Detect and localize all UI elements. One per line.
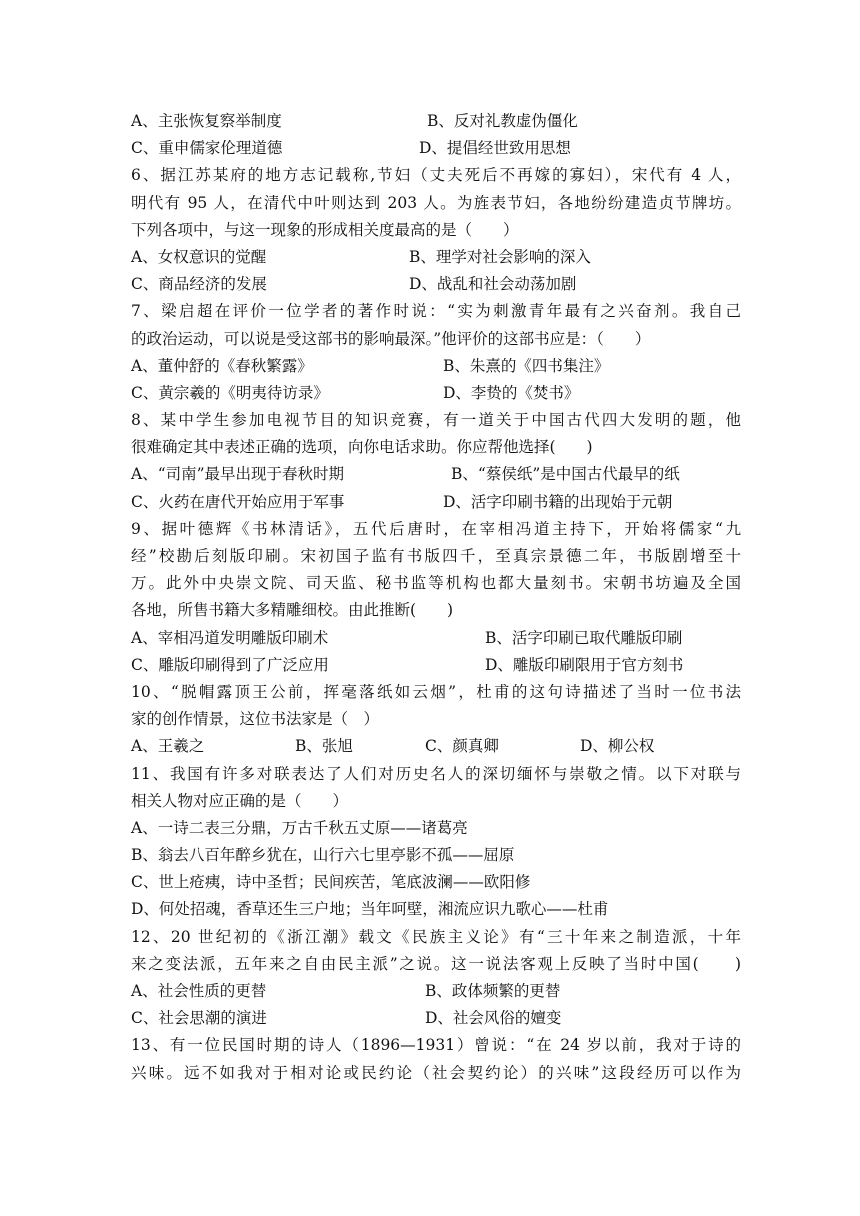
- q8-option-a[interactable]: A、“司南”最早出现于春秋时期: [131, 465, 345, 484]
- q8-row-ab: [131, 461, 741, 488]
- q9-text-line: 经”校勘后刻版印刷。宋初国子监有书版四千，至真宗景德二年，书版剧增至十: [131, 547, 741, 565]
- q6-row-ab: [131, 244, 741, 271]
- q6-text-line: 6、据江苏某府的地方志记载称,节妇（丈夫死后不再嫁的寡妇），宋代有 4 人，: [131, 166, 741, 185]
- q10-text-line: 家的创作情景，这位书法家是（ ）: [131, 710, 380, 729]
- q13-text-line: 兴味。远不如我对于相对论或民约论（社会契约论）的兴味”这段经历可以作为: [131, 1063, 741, 1082]
- q9-text-line: 万。此外中央崇文院、司天监、秘书监等机构也都大量刻书。宋朝书坊遍及全国: [131, 574, 741, 593]
- q7-option-b[interactable]: B、朱熹的《四书集注》: [443, 356, 610, 375]
- q9-option-c[interactable]: C、雕版印刷得到了广泛应用: [131, 655, 329, 674]
- q5-option-d[interactable]: D、提倡经世致用思想: [419, 139, 571, 158]
- q6-option-b[interactable]: B、理学对社会影响的深入: [409, 247, 591, 266]
- q6-option-c[interactable]: C、商品经济的发展: [131, 275, 267, 294]
- q12-row-ab: [131, 978, 741, 1005]
- q8-option-c[interactable]: C、火药在唐代开始应用于军事: [131, 492, 345, 511]
- q9-text-line: 各地，所售书籍大多精雕细校。由此推断( ): [131, 601, 454, 620]
- exam-page: [131, 108, 741, 1087]
- q6-option-a[interactable]: A、女权意识的觉醒: [131, 247, 267, 266]
- q7-row-ab: [131, 353, 741, 380]
- q10-option-d[interactable]: D、柳公权: [580, 737, 655, 756]
- q6-text-line: 明代有 95 人，在清代中叶则达到 203 人。为旌表节妇，各地纷纷建造贞节牌坊。: [131, 193, 741, 212]
- q5-row-cd: [131, 135, 741, 162]
- q5-option-a[interactable]: A、主张恢复察举制度: [131, 112, 282, 130]
- q11-option-d[interactable]: D、何处招魂，香草还生三户地；当年呵壁，湘流应识九歌心——杜甫: [131, 900, 609, 919]
- q10-option-c[interactable]: C、颜真卿: [425, 737, 499, 756]
- q6-row-cd: [131, 271, 741, 298]
- q11-text-line: 11、我国有许多对联表达了人们对历史名人的深切缅怀与崇敬之情。以下对联与: [131, 764, 741, 783]
- q8-option-b[interactable]: B、“蔡侯纸”是中国古代最早的纸: [451, 465, 680, 484]
- q8-text-line: 很难确定其中表述正确的选项，向你电话求助。你应帮他选择( ): [131, 438, 593, 457]
- q10-row-options: [131, 733, 741, 760]
- q11-option-a[interactable]: A、一诗二表三分鼎，万古千秋五丈原——诸葛亮: [131, 818, 468, 837]
- q11-option-c[interactable]: C、世上疮痍，诗中圣哲；民间疾苦，笔底波澜——欧阳修: [131, 873, 531, 892]
- q7-option-d[interactable]: D、李贽的《焚书》: [443, 383, 580, 402]
- q13-text-line: 13、有一位民国时期的诗人（1896—1931）曾说：“在 24 岁以前，我对于诗的: [131, 1036, 741, 1055]
- q11-option-b[interactable]: B、翁去八百年醉乡犹在，山行六七里亭影不孤——屈原: [131, 846, 515, 865]
- q6-text-line: 下列各项中，与这一现象的形成相关度最高的是（ ）: [131, 220, 519, 239]
- q9-row-ab: [131, 625, 741, 652]
- q7-text-line: 7、梁启超在评价一位学者的著作时说：“实为刺激青年最有之兴奋剂。我自己: [131, 302, 741, 321]
- q10-text-line: 10、“脱帽露顶王公前，挥毫落纸如云烟”，杜甫的这句诗描述了当时一位书法: [131, 682, 741, 701]
- q5-option-b[interactable]: B、反对礼教虚伪僵化: [427, 112, 578, 130]
- q12-option-d[interactable]: D、社会风俗的嬗变: [425, 1009, 562, 1028]
- q12-option-a[interactable]: A、社会性质的更替: [131, 982, 267, 1000]
- q10-option-a[interactable]: A、王羲之: [131, 737, 205, 756]
- q5-option-c[interactable]: C、重申儒家伦理道德: [131, 139, 283, 158]
- q9-option-a[interactable]: A、宰相冯道发明雕版印刷术: [131, 628, 329, 647]
- q12-option-c[interactable]: C、社会思潮的演进: [131, 1009, 267, 1028]
- q8-text-line: 8、某中学生参加电视节目的知识竞赛，有一道关于中国古代四大发明的题，他: [131, 411, 741, 430]
- q12-option-b[interactable]: B、政体频繁的更替: [425, 982, 561, 1000]
- q7-text-line: 的政治运动，可以说是受这部书的影响最深。”他评价的这部书应是：（ ）: [131, 329, 651, 348]
- q7-option-a[interactable]: A、董仲舒的《春秋繁露》: [131, 356, 313, 375]
- q12-text-line: 12、20 世纪初的《浙江潮》载文《民族主义论》有“三十年来之制造派，十年: [131, 927, 741, 946]
- q6-option-d[interactable]: D、战乱和社会动荡加剧: [409, 275, 577, 294]
- q8-option-d[interactable]: D、活字印刷书籍的出现始于元朝: [443, 492, 673, 511]
- q9-row-cd: [131, 652, 741, 679]
- q12-text-line: 来之变法派，五年来之自由民主派”之说。这一说法客观上反映了当时中国( ): [131, 954, 741, 973]
- q9-text-line: 9、据叶德辉《书林清话》，五代后唐时，在宰相冯道主持下，开始将儒家“九: [131, 519, 741, 538]
- q11-text-line: 相关人物对应正确的是（ ）: [131, 791, 349, 810]
- q7-option-c[interactable]: C、黄宗羲的《明夷待访录》: [131, 383, 329, 402]
- q9-option-b[interactable]: B、活字印刷已取代雕版印刷: [485, 628, 683, 647]
- q10-option-b[interactable]: B、张旭: [295, 737, 353, 756]
- q8-row-cd: [131, 489, 741, 516]
- q9-option-d[interactable]: D、雕版印刷限用于官方刻书: [485, 655, 684, 674]
- q7-row-cd: [131, 380, 741, 407]
- q5-row-ab: [131, 108, 741, 135]
- q12-row-cd: [131, 1005, 741, 1032]
